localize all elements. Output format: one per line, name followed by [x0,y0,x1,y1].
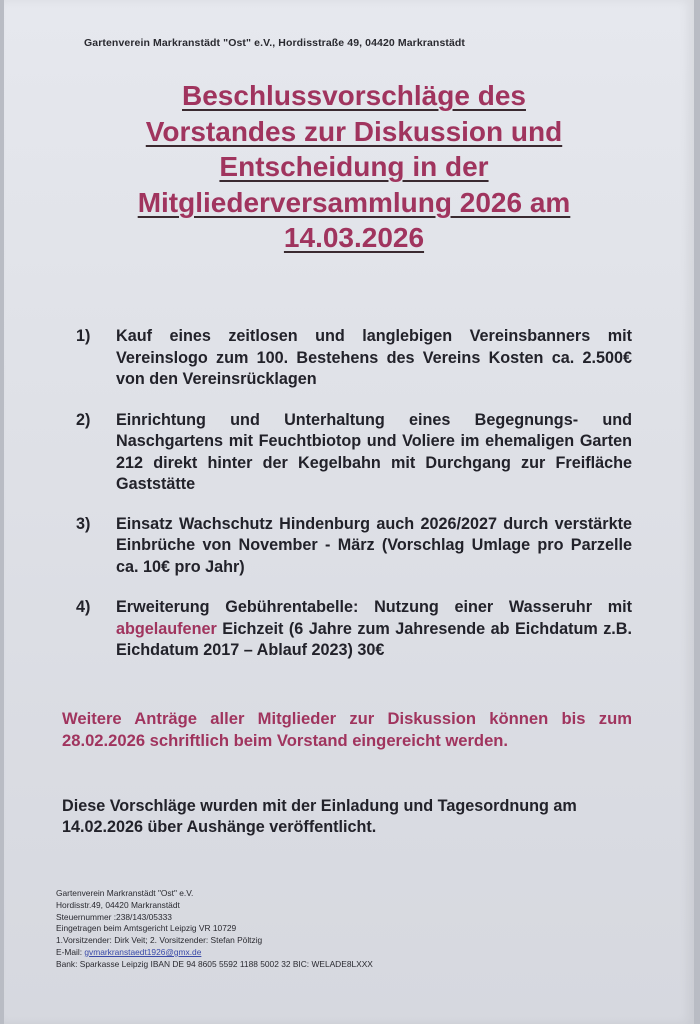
title-line: Vorstandes zur Diskussion und [145,115,563,147]
proposal-text: Einrichtung und Unterhaltung eines Begegnungs- und Naschgartens mit Feuchtbiotop und Voliere im ehemaligen Garten 212 direkt hinter der Kegelbahn mit Durchgang zur Freifläche Gaststätte [116,410,632,493]
proposal-item [76,410,632,496]
footer-email-label: E-Mail: [56,946,85,957]
title-line: Beschlussvorschläge des [182,80,526,111]
proposal-item [76,514,632,579]
proposal-number: 3) [76,514,91,533]
letterhead: Gartenverein Markranstädt "Ost" e.V., Hordisstraße 49, 04420 Markranstädt [84,37,466,49]
deadline-notice: Weitere Anträge aller Mitglieder zur Diskussion können bis zum 28.02.2026 schriftlich beim Vorstand eingereicht werden. [62,709,632,750]
proposal-number: 1) [76,327,91,345]
proposal-text: Kauf eines zeitlosen und langlebigen Vereinsbanners mit Vereinslogo zum 100. Bestehens des Vereins Kosten ca. 2.500€ von den Vereinsrücklagen [116,327,632,388]
proposal-list [76,326,632,662]
footer-bank: Bank: Sparkasse Leipzig IBAN DE 94 8605 5592 1188 5002 32 BIC: WELADE8LXXX [56,958,373,969]
document-title [94,78,614,256]
publication-note: Diese Vorschläge wurden mit der Einladung und Tagesordnung am 14.02.2026 über Aushänge veröffentlicht. [62,797,577,836]
email-link[interactable]: gvmarkranstaedt1926@gmx.de [84,946,202,957]
proposal-item [76,597,632,662]
footer-tax-number: Steuernummer :238/143/05333 [56,911,172,922]
proposal-text [116,598,632,659]
proposal-number: 2) [76,410,91,429]
proposal-text-start: Erweiterung Gebührentabelle: Nutzung einer Wasseruhr mit [116,598,632,616]
footer-address: Hordisstr.49, 04420 Markranstädt [56,899,180,910]
title-line: Mitgliederversammlung 2026 am [137,186,571,218]
proposal-text-end: Eichzeit (6 Jahre zum Jahresende ab Eichdatum z.B. Eichdatum 2017 – Ablauf 2023) 30€ [116,619,632,659]
title-line: 14.03.2026 [283,222,425,253]
proposal-text: Einsatz Wachschutz Hindenburg auch 2026/2027 durch verstärkte Einbrüche von November - März (Vorschlag Umlage pro Parzelle ca. 10€ pro Jahr) [116,514,632,576]
footer-board: 1.Vorsitzender: Dirk Veit; 2. Vorsitzender: Stefan Pöltzig [56,935,263,946]
proposal-number: 4) [76,598,91,616]
footer-email-line [56,947,373,959]
footer-club-name: Gartenverein Markranstädt "Ost" e.V. [56,888,194,898]
proposal-item [76,326,632,391]
highlighted-word: abgelaufener [116,619,217,638]
title-line: Entscheidung in der [219,151,489,182]
footer-registration: Eingetragen beim Amtsgericht Leipzig VR 10729 [56,923,237,934]
footer-imprint [56,888,373,971]
document-page [4,0,694,1024]
